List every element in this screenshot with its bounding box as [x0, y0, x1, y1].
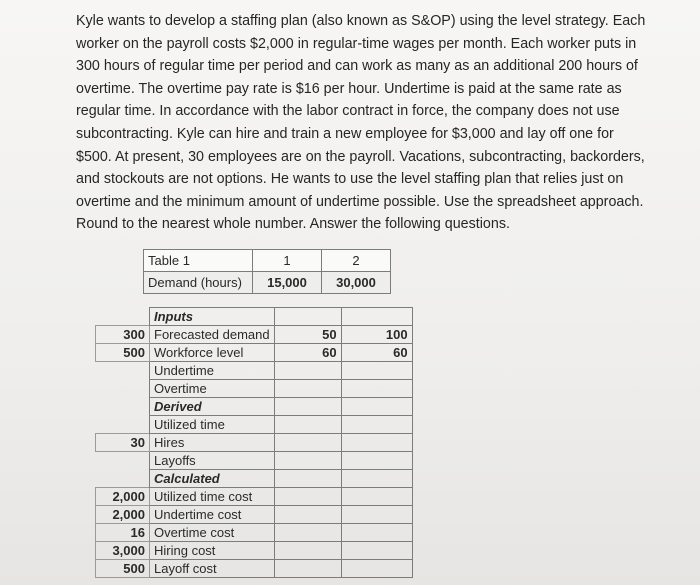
problem-line: overtime. The overtime pay rate is $16 per hour. Undertime is paid at the same rate as — [76, 80, 622, 97]
period-2-cell[interactable] — [341, 560, 412, 578]
parameter-value: 3,000 — [96, 542, 150, 560]
spreadsheet-row — [96, 488, 413, 506]
demand-period-1: 15,000 — [253, 272, 322, 294]
problem-statement — [76, 10, 651, 236]
period-2-cell[interactable] — [341, 506, 412, 524]
section-heading: Derived — [150, 398, 275, 416]
problem-line: overtime and the minimum amount of undertime possible. Use the spreadsheet approach. — [76, 193, 644, 210]
section-heading: Inputs — [150, 308, 275, 326]
period-1-cell[interactable] — [274, 560, 341, 578]
spreadsheet-row — [96, 380, 413, 398]
parameter-value — [96, 380, 150, 398]
spreadsheet-row — [96, 398, 413, 416]
period-2-cell[interactable] — [341, 434, 412, 452]
period-1-cell[interactable] — [274, 470, 341, 488]
period-1-cell[interactable] — [274, 506, 341, 524]
spreadsheet-row — [96, 542, 413, 560]
spreadsheet-row — [96, 452, 413, 470]
period-2-cell[interactable] — [341, 362, 412, 380]
spreadsheet-row — [96, 524, 413, 542]
period-1-cell[interactable] — [274, 488, 341, 506]
period-2-cell[interactable] — [341, 380, 412, 398]
period-2-header: 2 — [322, 250, 391, 272]
row-label: Undertime cost — [150, 506, 275, 524]
row-label: Overtime cost — [150, 524, 275, 542]
spreadsheet-row — [96, 560, 413, 578]
parameter-value: 300 — [96, 326, 150, 344]
period-2-cell[interactable] — [341, 308, 412, 326]
row-label: Hiring cost — [150, 542, 275, 560]
period-1-cell[interactable] — [274, 380, 341, 398]
period-1-cell[interactable]: 60 — [274, 344, 341, 362]
row-label: Layoffs — [150, 452, 275, 470]
period-2-cell[interactable]: 60 — [341, 344, 412, 362]
parameter-value: 30 — [96, 434, 150, 452]
spreadsheet-row — [96, 308, 413, 326]
parameter-value — [96, 452, 150, 470]
row-label: Hires — [150, 434, 275, 452]
parameter-value: 16 — [96, 524, 150, 542]
problem-line: subcontracting. Kyle can hire and train a new employee for $3,000 and lay off one for — [76, 125, 614, 142]
parameter-value — [96, 308, 150, 326]
period-1-cell[interactable] — [274, 452, 341, 470]
period-2-cell[interactable] — [341, 488, 412, 506]
period-1-header: 1 — [253, 250, 322, 272]
period-1-cell[interactable] — [274, 308, 341, 326]
problem-line: $500. At present, 30 employees are on the payroll. Vacations, subcontracting, backorders, — [76, 148, 645, 165]
parameter-value: 2,000 — [96, 506, 150, 524]
spreadsheet-row — [96, 506, 413, 524]
row-label: Undertime — [150, 362, 275, 380]
spreadsheet-row — [96, 434, 413, 452]
demand-label: Demand (hours) — [144, 272, 253, 294]
demand-table — [143, 249, 391, 294]
problem-line: Round to the nearest whole number. Answer the following questions. — [76, 216, 510, 233]
spreadsheet-row — [96, 416, 413, 434]
period-1-cell[interactable] — [274, 542, 341, 560]
period-2-cell[interactable] — [341, 470, 412, 488]
table1-header-row — [144, 250, 391, 272]
parameter-value: 500 — [96, 344, 150, 362]
parameter-value: 2,000 — [96, 488, 150, 506]
demand-row — [144, 272, 391, 294]
period-2-cell[interactable] — [341, 452, 412, 470]
period-1-cell[interactable]: 50 — [274, 326, 341, 344]
staffing-spreadsheet — [95, 307, 413, 578]
spreadsheet-row — [96, 470, 413, 488]
problem-line: Kyle wants to develop a staffing plan (also known as S&OP) using the level strategy. Each — [76, 13, 646, 29]
problem-line: regular time. In accordance with the labor contract in force, the company does not use — [76, 103, 620, 120]
row-label: Layoff cost — [150, 560, 275, 578]
parameter-value — [96, 470, 150, 488]
row-label: Utilized time cost — [150, 488, 275, 506]
parameter-value: 500 — [96, 560, 150, 578]
period-1-cell[interactable] — [274, 398, 341, 416]
spreadsheet-row — [96, 326, 413, 344]
period-2-cell[interactable] — [341, 416, 412, 434]
problem-line: worker on the payroll costs $2,000 in regular-time wages per month. Each worker puts in — [76, 35, 637, 52]
section-heading: Calculated — [150, 470, 275, 488]
spreadsheet-row — [96, 344, 413, 362]
row-label: Forecasted demand — [150, 326, 275, 344]
spreadsheet-row — [96, 362, 413, 380]
row-label: Utilized time — [150, 416, 275, 434]
period-2-cell[interactable] — [341, 524, 412, 542]
problem-line: 300 hours of regular time per period and can work as many as an additional 200 hours of — [76, 58, 638, 75]
period-2-cell[interactable] — [341, 542, 412, 560]
period-1-cell[interactable] — [274, 434, 341, 452]
period-2-cell[interactable]: 100 — [341, 326, 412, 344]
period-1-cell[interactable] — [274, 416, 341, 434]
row-label: Overtime — [150, 380, 275, 398]
parameter-value — [96, 362, 150, 380]
table1-title: Table 1 — [144, 250, 253, 272]
row-label: Workforce level — [150, 344, 275, 362]
period-1-cell[interactable] — [274, 524, 341, 542]
problem-line: and stockouts are not options. He wants to use the level staffing plan that relies just on — [76, 171, 624, 188]
parameter-value — [96, 416, 150, 434]
period-1-cell[interactable] — [274, 362, 341, 380]
parameter-value — [96, 398, 150, 416]
demand-period-2: 30,000 — [322, 272, 391, 294]
period-2-cell[interactable] — [341, 398, 412, 416]
